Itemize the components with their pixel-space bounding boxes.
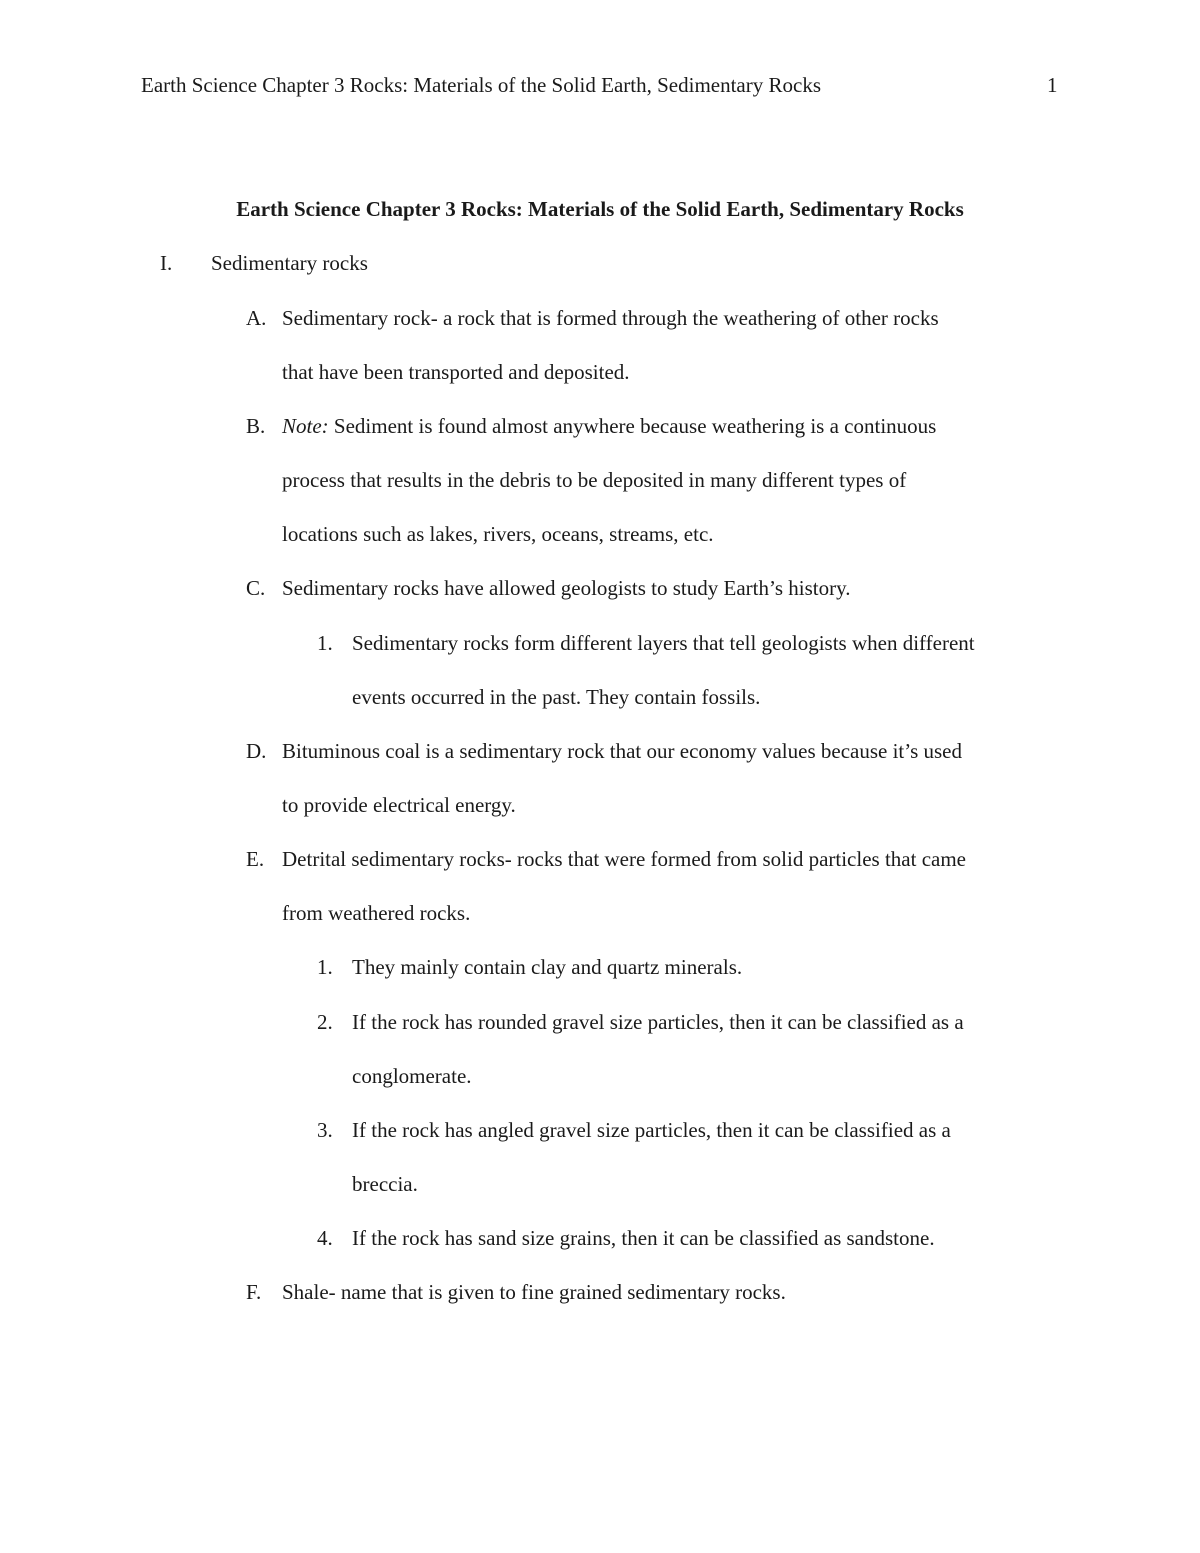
item-b-line-1 <box>282 414 936 439</box>
item-e-1-line-1: They mainly contain clay and quartz minerals. <box>352 955 743 979</box>
document-title: Earth Science Chapter 3 Rocks: Materials of the Solid Earth, Sedimentary Rocks <box>236 197 964 221</box>
note-label: Note: <box>282 414 329 438</box>
item-b-line-3: locations such as lakes, rivers, oceans, streams, etc. <box>282 522 714 546</box>
item-f-line-1: Shale- name that is given to fine grained sedimentary rocks. <box>282 1280 786 1304</box>
item-c-1-line-1: Sedimentary rocks form different layers that tell geologists when different <box>352 631 975 655</box>
item-c-1-marker: 1. <box>317 631 333 655</box>
item-e-2-line-1: If the rock has rounded gravel size particles, then it can be classified as a <box>352 1010 964 1034</box>
item-a-line-2: that have been transported and deposited. <box>282 360 630 384</box>
running-head: Earth Science Chapter 3 Rocks: Materials of the Solid Earth, Sedimentary Rocks <box>141 73 821 97</box>
item-e-3-marker: 3. <box>317 1118 333 1142</box>
item-f-marker: F. <box>246 1280 262 1304</box>
item-e-1-marker: 1. <box>317 955 333 979</box>
item-a-marker: A. <box>246 306 267 330</box>
item-c-line-1: Sedimentary rocks have allowed geologists to study Earth’s history. <box>282 576 851 600</box>
item-b-line-2: process that results in the debris to be deposited in many different types of <box>282 468 907 492</box>
item-e-line-1: Detrital sedimentary rocks- rocks that were formed from solid particles that came <box>282 847 966 871</box>
item-e-marker: E. <box>246 847 265 871</box>
item-c-marker: C. <box>246 576 266 600</box>
item-e-line-2: from weathered rocks. <box>282 901 471 925</box>
item-e-2-marker: 2. <box>317 1010 333 1034</box>
section-i-marker: I. <box>160 251 173 275</box>
section-i-heading: Sedimentary rocks <box>211 251 368 275</box>
item-a-line-1: Sedimentary rock- a rock that is formed through the weathering of other rocks <box>282 306 939 330</box>
item-e-4-line-1: If the rock has sand size grains, then it can be classified as sandstone. <box>352 1226 935 1250</box>
item-b-marker: B. <box>246 414 266 438</box>
item-e-3-line-2: breccia. <box>352 1172 418 1196</box>
item-c-1-line-2: events occurred in the past. They contain fossils. <box>352 685 761 709</box>
item-d-line-1: Bituminous coal is a sedimentary rock that our economy values because it’s used <box>282 739 962 763</box>
item-e-4-marker: 4. <box>317 1226 333 1250</box>
item-e-3-line-1: If the rock has angled gravel size particles, then it can be classified as a <box>352 1118 951 1142</box>
item-e-2-line-2: conglomerate. <box>352 1064 472 1088</box>
item-d-line-2: to provide electrical energy. <box>282 793 516 817</box>
page-number: 1 <box>1047 73 1058 97</box>
item-b-line-1-rest: Sediment is found almost anywhere because weathering is a continuous <box>328 414 937 438</box>
item-d-marker: D. <box>246 739 267 763</box>
